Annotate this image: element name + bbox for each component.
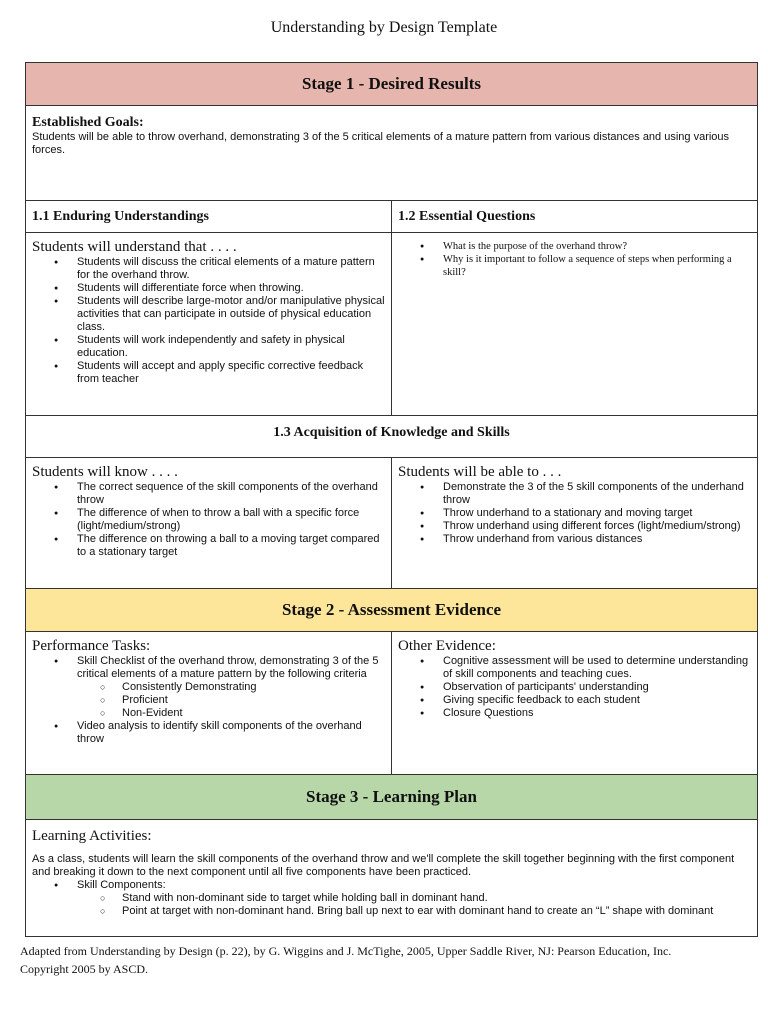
performance-tasks-label: Performance Tasks: — [32, 638, 151, 654]
stage1-title: Stage 1 - Desired Results — [301, 74, 482, 93]
list-item: ○ Non-Evident — [32, 707, 385, 720]
list-item: ● Cognitive assessment will be used to determine understanding of skill components and teaching cues. — [398, 655, 751, 681]
list-item: ● The correct sequence of the skill components of the overhand throw — [32, 481, 385, 507]
criteria-list — [32, 681, 385, 720]
other-evidence-list — [398, 655, 751, 720]
know-intro: Students will know . . . . — [32, 464, 178, 480]
list-item: ● Why is it important to follow a sequence of steps when performing a skill? — [398, 253, 751, 279]
list-item: ● Students will differentiate force when throwing. — [32, 282, 385, 295]
essential-questions-list — [398, 240, 751, 279]
skill-components-label: Skill Components: — [77, 879, 166, 891]
able-intro: Students will be able to . . . — [398, 464, 562, 480]
skill-components-list — [32, 892, 751, 918]
list-item: ● The difference on throwing a ball to a moving target compared to a stationary target — [32, 533, 385, 559]
list-item: ● Students will discuss the critical elements of a mature pattern for the overhand throw. — [32, 256, 385, 282]
list-item: ● Closure Questions — [398, 707, 751, 720]
list-item — [32, 655, 385, 720]
acquisition-heading: 1.3 Acquisition of Knowledge and Skills — [273, 425, 510, 440]
copyright-line: Copyright 2005 by ASCD. — [20, 962, 149, 976]
able-list — [398, 481, 751, 546]
list-item: ● Observation of participants' understanding — [398, 681, 751, 694]
list-item: ● Demonstrate the 3 of the 5 skill components of the underhand throw — [398, 481, 751, 507]
stage2-header — [26, 589, 757, 632]
list-item: ● The difference of when to throw a ball with a specific force (light/medium/strong) — [32, 507, 385, 533]
understandings-list — [32, 256, 385, 386]
list-item: ● Throw underhand using different forces (light/medium/strong) — [398, 520, 751, 533]
citation-line: Adapted from Understanding by Design (p. 22), by G. Wiggins and J. McTighe, 2005, Upper Saddle River, NJ: Pearson Education, Inc. — [20, 944, 672, 958]
stage3-header — [26, 775, 757, 820]
list-item: ● Giving specific feedback to each student — [398, 694, 751, 707]
established-goals-label: Established Goals: — [32, 115, 144, 130]
stage2-title: Stage 2 - Assessment Evidence — [281, 600, 502, 619]
understand-intro: Students will understand that . . . . — [32, 239, 237, 255]
understandings-questions-content-row — [26, 233, 757, 416]
list-item: ○ Consistently Demonstrating — [32, 681, 385, 694]
assessment-evidence-row — [26, 632, 757, 775]
citation-footer — [20, 942, 750, 978]
learning-plan-row — [26, 820, 757, 937]
other-evidence-label: Other Evidence: — [398, 638, 496, 654]
stage3-title: Stage 3 - Learning Plan — [306, 787, 477, 806]
enduring-understandings-heading: 1.1 Enduring Understandings — [32, 209, 210, 224]
list-item: ● What is the purpose of the overhand throw? — [398, 240, 751, 253]
list-item: ○ Stand with non-dominant side to target while holding ball in dominant hand. — [32, 892, 751, 905]
established-goals-section — [26, 106, 757, 201]
ubd-template-table — [25, 62, 758, 937]
learning-activities-label: Learning Activities: — [32, 828, 152, 844]
list-item: ● Students will work independently and safety in physical education. — [32, 334, 385, 360]
list-item: ● Throw underhand to a stationary and moving target — [398, 507, 751, 520]
established-goals-text: Students will be able to throw overhand, demonstrating 3 of the 5 critical elements of a mature pattern from various distances and using various forces. — [32, 131, 730, 156]
learning-activities-list — [32, 879, 751, 918]
know-list — [32, 481, 385, 559]
list-item: ● Video analysis to identify skill components of the overhand throw — [32, 720, 385, 746]
performance-tasks-list — [32, 655, 385, 746]
essential-questions-heading: 1.2 Essential Questions — [398, 209, 536, 224]
list-item: ● Students will describe large-motor and/or manipulative physical activities that can participate in outside of physical education class. — [32, 295, 385, 334]
list-item: ○ Proficient — [32, 694, 385, 707]
stage1-header — [26, 63, 757, 106]
document-title: Understanding by Design Template — [270, 19, 498, 36]
task-skill-checklist: Skill Checklist of the overhand throw, demonstrating 3 of the 5 critical elements of a mature pattern by the following criteria — [77, 655, 379, 680]
understandings-questions-header-row — [26, 201, 757, 233]
list-item — [32, 879, 751, 918]
knowledge-skills-row — [26, 458, 757, 589]
list-item: ● Students will accept and apply specific corrective feedback from teacher — [32, 360, 385, 386]
acquisition-header-row — [26, 416, 757, 458]
list-item: ● Throw underhand from various distances — [398, 533, 751, 546]
list-item: ○ Point at target with non-dominant hand. Bring ball up next to ear with dominant hand to create an “L” shape with dominant — [32, 905, 751, 918]
learning-activities-intro: As a class, students will learn the skill components of the overhand throw and we'll complete the skill together beginning with the first component and breaking it down to the next component until all five components have been practiced. — [32, 853, 735, 878]
